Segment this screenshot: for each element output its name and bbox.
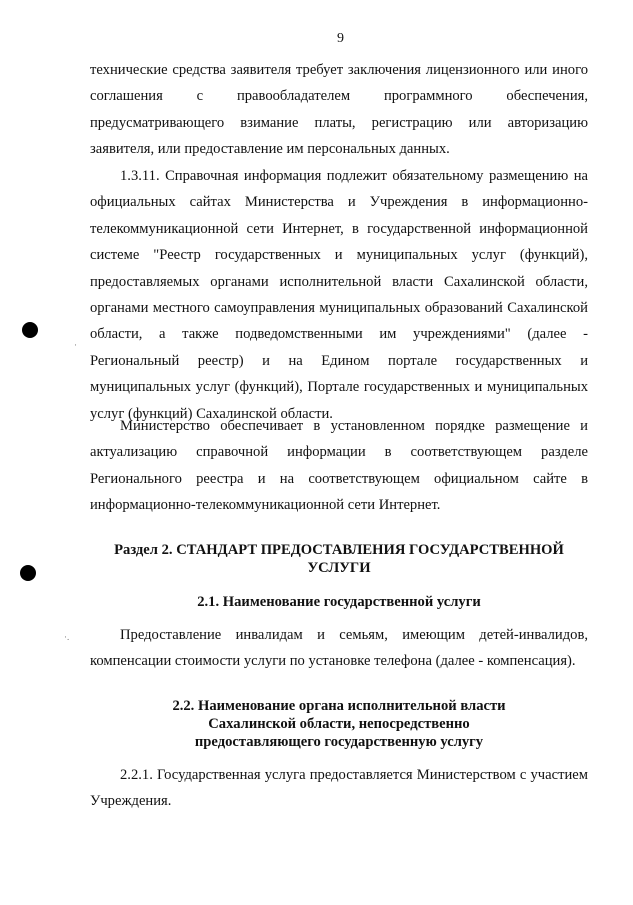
paragraph-intro-block — [90, 57, 588, 163]
heading-2-2-line3: предоставляющего государственную услугу — [194, 734, 484, 750]
binder-hole-mark-top — [22, 322, 38, 338]
paragraph-2-2-1: 2.2.1. Государственная услуга предоставляется Министерством с участием Учреждения. — [90, 767, 588, 810]
paragraph-1-3-11-block — [90, 163, 588, 427]
heading-2-1 — [90, 593, 588, 611]
scan-speck: ·. — [64, 632, 70, 642]
paragraph-2-2-1-block — [90, 762, 588, 815]
paragraph-ministry: Министерство обеспечивает в установленном порядке размещение и актуализацию справочной информации в соответствующем разделе Регионального реестра и на соответствующем официальном сайте в информационно-телекоммуникационной сети Интернет. — [90, 418, 588, 514]
page-number: 9 — [337, 31, 344, 46]
paragraph-2-1-block — [90, 622, 588, 675]
binder-hole-mark-bottom — [20, 565, 36, 581]
section-2-heading-line1: Раздел 2. СТАНДАРТ ПРЕДОСТАВЛЕНИЯ ГОСУДАРСТВЕННОЙ — [114, 542, 564, 558]
scan-speck: · — [74, 340, 77, 350]
heading-2-2-line2: Сахалинской области, непосредственно — [208, 716, 470, 732]
heading-2-2 — [90, 697, 588, 751]
paragraph-ministry-block — [90, 413, 588, 519]
heading-2-1-text: 2.1. Наименование государственной услуги — [197, 594, 481, 610]
paragraph-intro: технические средства заявителя требует заключения лицензионного или иного соглашения с правообладателем программного обеспечения, предусматривающего взимание платы, регистрацию или авторизацию заявителя, или предоставление им персональных данных. — [90, 62, 588, 158]
heading-2-2-line1: 2.2. Наименование органа исполнительной власти — [172, 698, 506, 714]
section-2-heading — [90, 541, 588, 577]
paragraph-2-1: Предоставление инвалидам и семьям, имеющим детей-инвалидов, компенсации стоимости услуги по установке телефона (далее - компенсация). — [90, 627, 588, 670]
paragraph-1-3-11: 1.3.11. Справочная информация подлежит обязательному размещению на официальных сайтах Министерства и Учреждения в информационно-телекоммуникационной сети Интернет, в государственной информационной системе "Реестр государственных и муниципальных услуг (функций), предоставляемых органами исполнительной власти Сахалинской области, органами местного самоуправления муниципальных образований Сахалинской области, а также подведомственными им учреждениями" (далее - Региональный реестр) и на Едином портале государственных и муниципальных услуг (функций), Портале государственных и муниципальных услуг (функций) Сахалинской области. — [90, 168, 588, 422]
section-2-heading-line2: УСЛУГИ — [307, 560, 371, 576]
